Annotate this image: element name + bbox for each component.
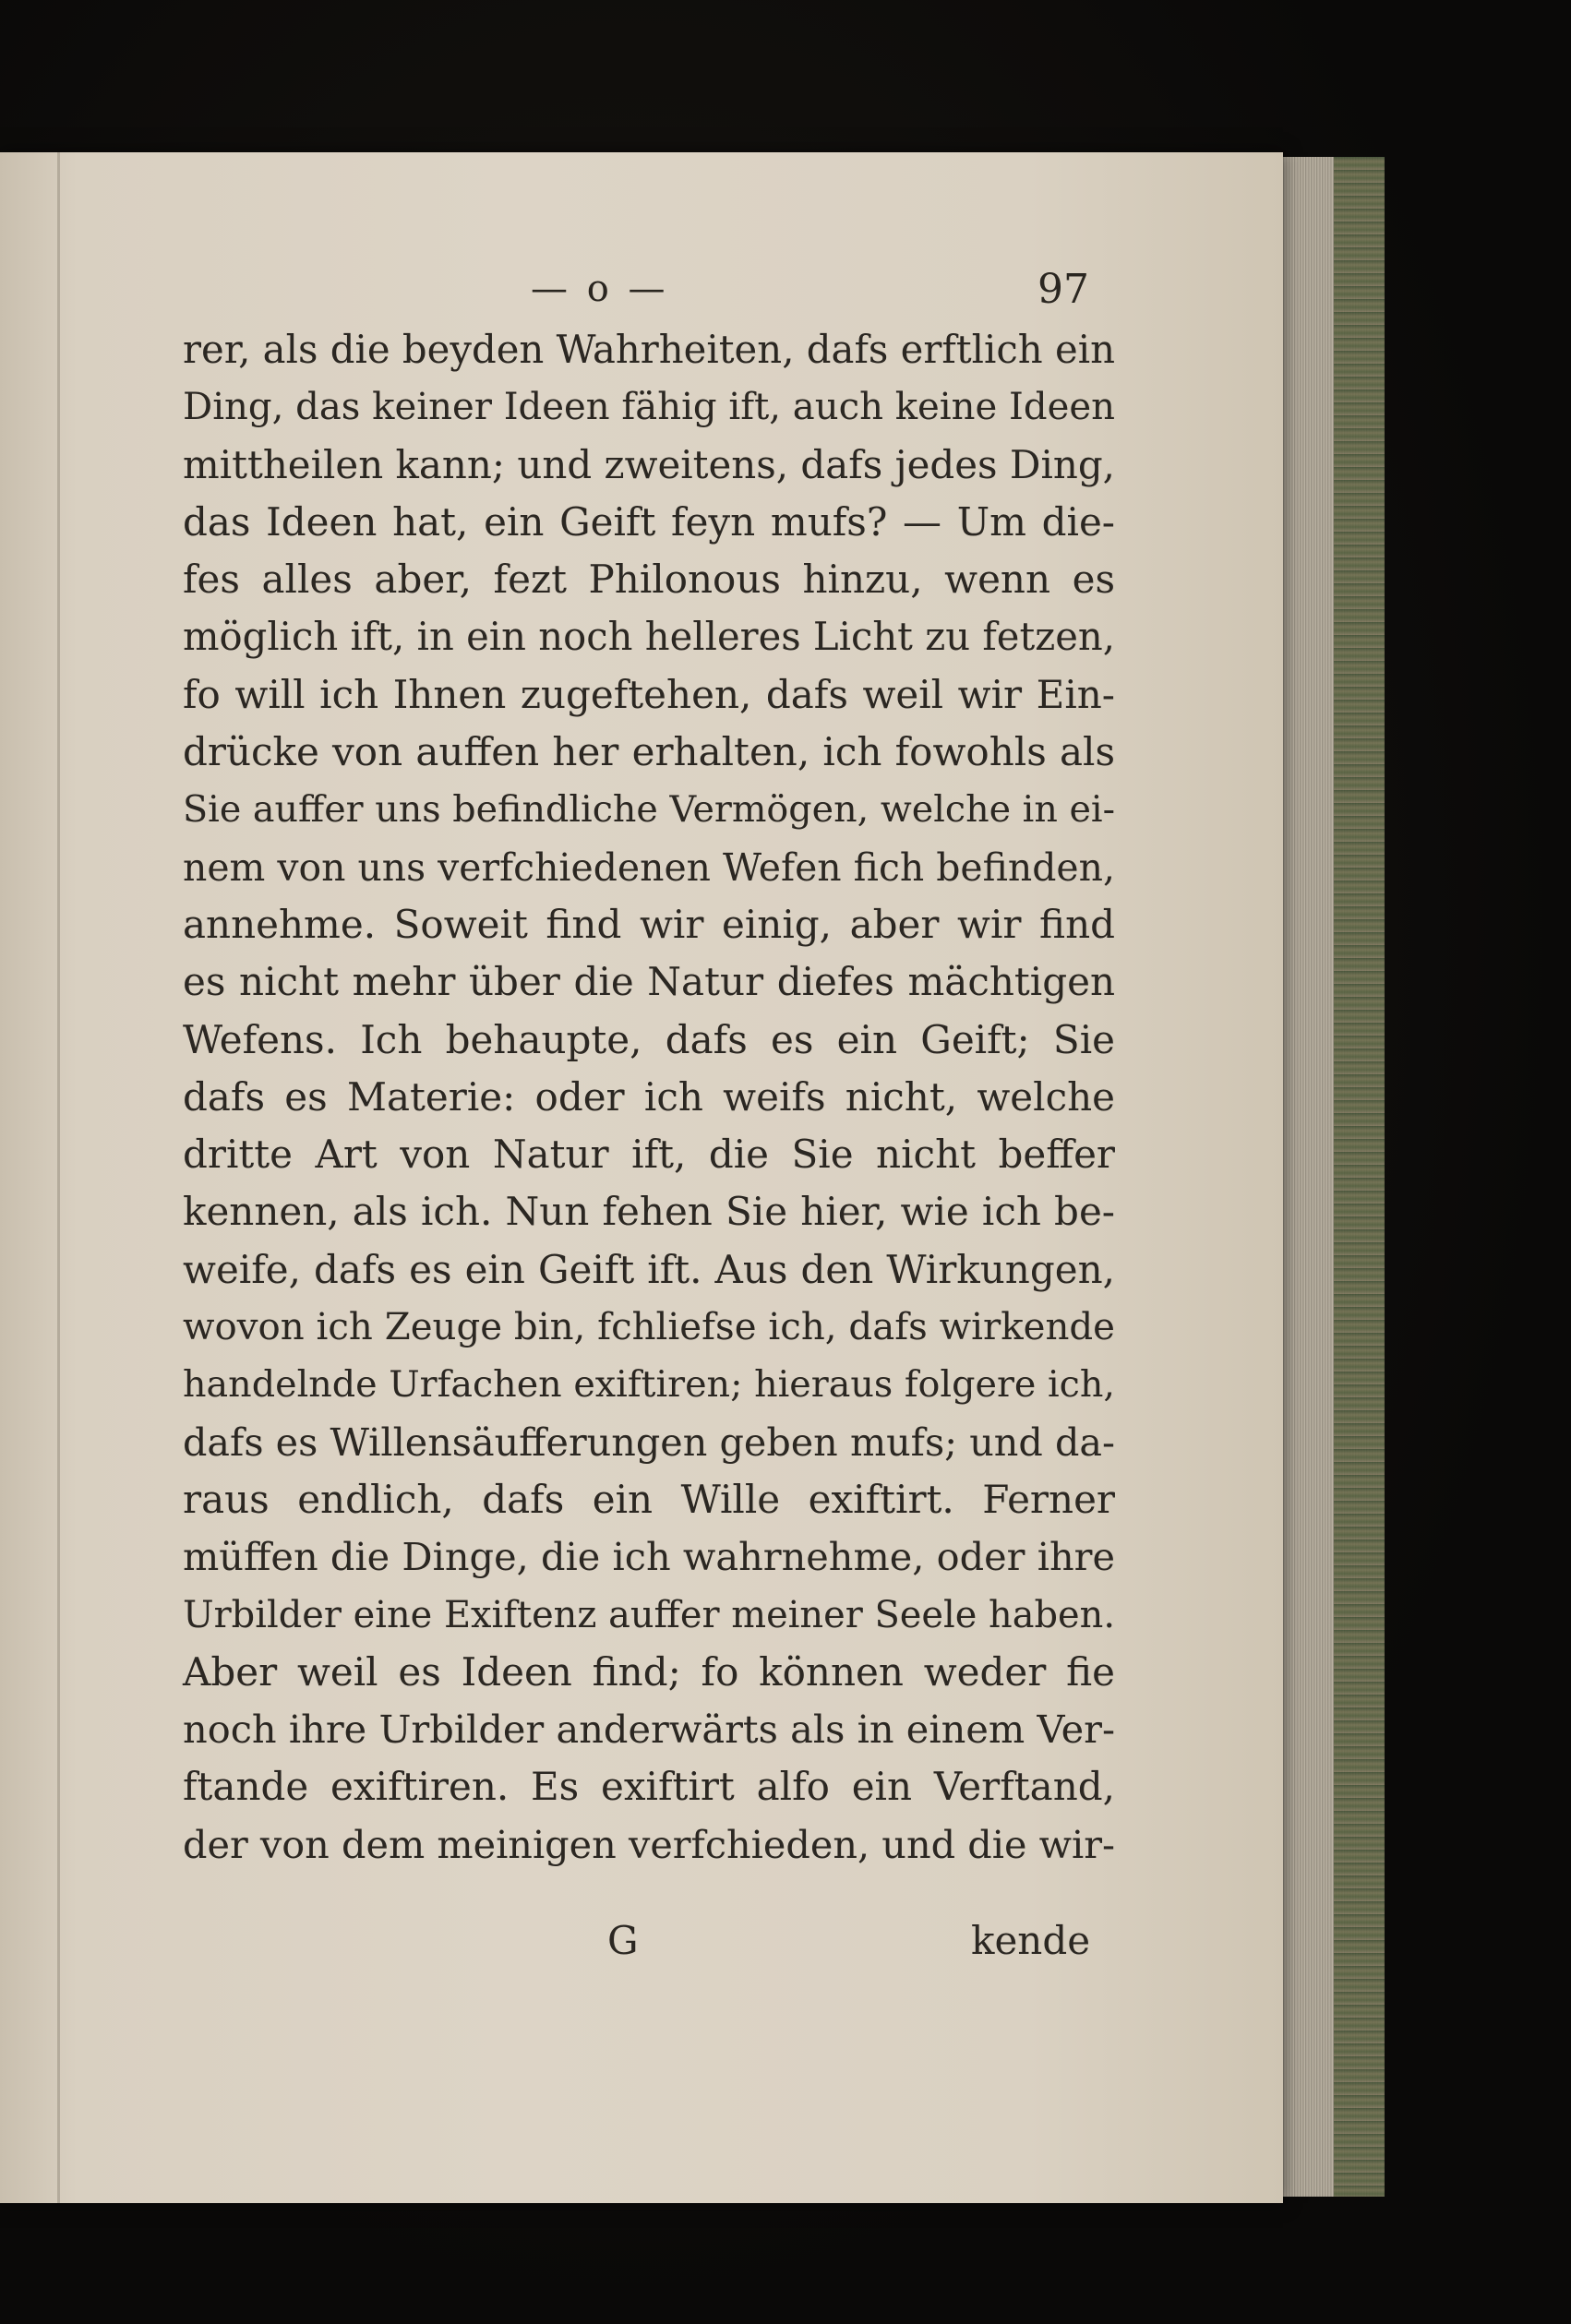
text-line: Sie auffer uns befindliche Vermögen, welche in ei- — [183, 788, 1115, 832]
header-ornament: — o — — [531, 268, 669, 310]
text-line: kennen, als ich. Nun fehen Sie hier, wie ich be- — [183, 1189, 1115, 1235]
text-line: fes alles aber, fezt Philonous hinzu, wenn es — [183, 557, 1115, 603]
text-line: weife, dafs es ein Geift ift. Aus den Wirkungen, — [183, 1246, 1115, 1292]
book-fore-edge — [1283, 157, 1385, 2197]
text-line: mittheilen kann; und zweitens, dafs jedes Ding, — [183, 441, 1115, 487]
text-line: Urbilder eine Exiftenz auffer meiner Seele haben. — [183, 1593, 1115, 1636]
text-line: Ding, das keiner Ideen fähig ift, auch keine Ideen — [183, 386, 1115, 429]
text-line: Aber weil es Ideen find; fo können weder fie — [183, 1648, 1115, 1695]
text-line: es nicht mehr über die Natur diefes mächtigen — [183, 959, 1115, 1005]
text-line: fo will ich Ihnen zugeftehen, dafs weil wir Ein- — [183, 671, 1115, 717]
page-footer — [0, 1918, 1283, 1973]
text-line: wovon ich Zeuge bin, fchliefse ich, dafs wirkende — [183, 1306, 1115, 1349]
text-line: ftande exiftiren. Es exiftirt alfo ein Verftand, — [183, 1764, 1115, 1810]
text-line: annehme. Soweit find wir einig, aber wir find — [183, 901, 1115, 947]
running-header — [0, 260, 1283, 316]
body-text — [183, 321, 1115, 1874]
text-line: möglich ift, in ein noch helleres Licht zu fetzen, — [183, 614, 1115, 660]
text-line: das Ideen hat, ein Geift feyn mufs? — Um die- — [183, 498, 1115, 545]
text-line: der von dem meinigen verfchieden, und die wir- — [183, 1822, 1115, 1867]
text-line: dritte Art von Natur ift, die Sie nicht beffer — [183, 1132, 1115, 1178]
text-line: nem von uns verfchiedenen Wefen fich befinden, — [183, 845, 1115, 890]
text-line: dafs es Materie: oder ich weifs nicht, welche — [183, 1073, 1115, 1120]
text-line: noch ihre Urbilder anderwärts als in einem Ver- — [183, 1707, 1115, 1753]
page-number: 97 — [1037, 266, 1089, 313]
text-line: dafs es Willensäufferungen geben mufs; und da- — [183, 1420, 1115, 1465]
text-line: handelnde Urfachen exiftiren; hieraus folgere ich, — [183, 1363, 1116, 1407]
text-line: müffen die Dinge, die ich wahrnehme, oder ihre — [183, 1535, 1115, 1580]
catchword: kende — [971, 1918, 1091, 1963]
text-line: drücke von auffen her erhalten, ich fowohls als — [183, 729, 1115, 775]
text-line: Wefens. Ich behaupte, dafs es ein Geift; Sie — [183, 1016, 1115, 1062]
signature-mark: G — [607, 1918, 639, 1963]
text-line: rer, als die beyden Wahrheiten, dafs erftlich ein — [183, 327, 1115, 372]
text-line: raus endlich, dafs ein Wille exiftirt. Ferner — [183, 1476, 1115, 1522]
